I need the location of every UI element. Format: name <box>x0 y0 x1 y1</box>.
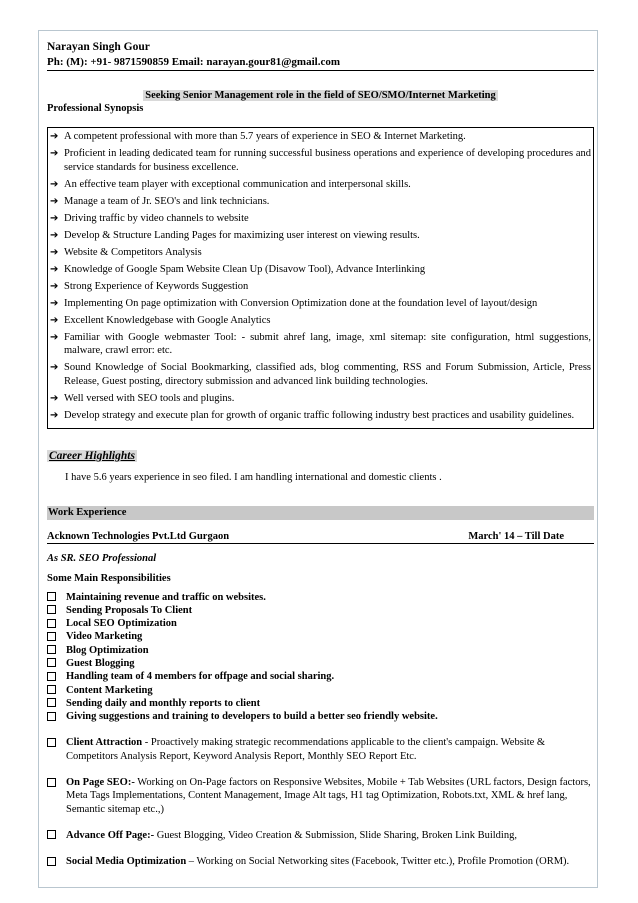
checkbox-bullet-icon <box>47 712 56 721</box>
checkbox-bullet-icon <box>47 778 56 787</box>
work-detail-label: Client Attraction <box>66 737 143 749</box>
employment-date: March' 14 – Till Date <box>468 530 564 542</box>
checkbox-bullet-icon <box>47 672 56 681</box>
arrow-right-icon: ➔ <box>50 178 59 190</box>
responsibility-item <box>47 710 594 723</box>
checkbox-bullet-icon <box>47 619 56 628</box>
company-row <box>47 530 594 544</box>
synopsis-item-text: Implementing On page optimization with Conversion Optimization done at the foundation level of layout/design <box>64 297 538 309</box>
synopsis-item-text: Sound Knowledge of Social Bookmarking, classified ads, blog commenting, RSS and Forum Submission, Article, Press Release, Guest posting, directory submission and advanced link building technologies. <box>64 362 591 387</box>
synopsis-item-text: Knowledge of Google Spam Website Clean Up (Disavow Tool), Advance Interlinking <box>64 263 426 275</box>
synopsis-item <box>50 409 591 423</box>
arrow-right-icon: ➔ <box>50 229 59 241</box>
work-details <box>47 736 594 868</box>
synopsis-item <box>50 147 591 174</box>
checkbox-bullet-icon <box>47 592 56 601</box>
candidate-name: Narayan Singh Gour <box>47 41 150 53</box>
responsibility-text: Guest Blogging <box>66 657 135 669</box>
synopsis-item <box>50 178 591 192</box>
synopsis-item-text: Develop strategy and execute plan for growth of organic traffic following industry best practices and usability guidelines. <box>64 409 575 421</box>
synopsis-item <box>50 229 591 243</box>
objective-line <box>47 89 594 102</box>
synopsis-item-text: An effective team player with exceptional communication and interpersonal skills. <box>64 178 411 190</box>
job-role: As SR. SEO Professional <box>47 552 157 564</box>
checkbox-bullet-icon <box>47 632 56 641</box>
work-detail-text <box>66 776 594 816</box>
arrow-right-icon: ➔ <box>50 280 59 292</box>
checkbox-bullet-icon <box>47 698 56 707</box>
checkbox-bullet-icon <box>47 685 56 694</box>
responsibility-item <box>47 644 594 657</box>
synopsis-item-text: Manage a team of Jr. SEO's and link technicians. <box>64 195 270 207</box>
work-detail-label: On Page SEO:- <box>66 777 135 789</box>
work-detail-body: - Proactively making strategic recommendations applicable to the client's campaign. Website & Competitors Analysis Report, Keyword Analysis Report, Monthly SEO Report Etc. <box>66 737 546 762</box>
synopsis-item-text: Driving traffic by video channels to website <box>64 212 249 224</box>
work-detail-text <box>66 855 594 868</box>
synopsis-box <box>47 127 594 429</box>
career-highlights-text: I have 5.6 years experience in seo filed. I am handling international and domestic clients . <box>65 471 442 483</box>
objective-text: Seeking Senior Management role in the field of SEO/SMO/Internet Marketing <box>145 90 496 101</box>
work-detail-text <box>66 829 594 842</box>
arrow-right-icon: ➔ <box>50 314 59 326</box>
work-detail-text <box>66 736 594 763</box>
responsibility-item <box>47 697 594 710</box>
synopsis-item-text: Excellent Knowledgebase with Google Analytics <box>64 314 271 326</box>
responsibility-text: Maintaining revenue and traffic on websites. <box>66 591 266 603</box>
synopsis-item <box>50 130 591 144</box>
arrow-right-icon: ➔ <box>50 263 59 275</box>
synopsis-item-text: Well versed with SEO tools and plugins. <box>64 392 235 404</box>
synopsis-item <box>50 331 591 358</box>
responsibility-text: Content Marketing <box>66 684 153 696</box>
checkbox-bullet-icon <box>47 645 56 654</box>
synopsis-item <box>50 212 591 226</box>
responsibility-text: Handling team of 4 members for offpage and social sharing. <box>66 671 335 683</box>
work-detail-item <box>47 855 594 868</box>
synopsis-item <box>50 297 591 311</box>
synopsis-item-text: Strong Experience of Keywords Suggestion <box>64 280 249 292</box>
checkbox-bullet-icon <box>47 830 56 839</box>
company-name: Acknown Technologies Pvt.Ltd Gurgaon <box>47 530 230 542</box>
synopsis-item <box>50 195 591 209</box>
responsibility-text: Giving suggestions and training to developers to build a better seo friendly website. <box>66 711 438 723</box>
synopsis-item-text: Develop & Structure Landing Pages for maximizing user interest on viewing results. <box>64 229 420 241</box>
work-detail-body: Working on On-Page factors on Responsive Websites, Mobile + Tab Websites (URL factors, Design factors, Meta Tags Implementations, Content Management, Image Alt tags, H1 tag Optimization, Robots.txt, XML & href lang, Semantic sitemap etc.,) <box>66 777 591 815</box>
responsibilities-title: Some Main Responsibilities <box>47 572 171 584</box>
career-highlights-label: Career Highlights <box>49 449 135 462</box>
responsibility-text: Local SEO Optimization <box>66 618 177 630</box>
responsibility-item <box>47 630 594 643</box>
work-detail-label: Social Media Optimization <box>66 856 187 868</box>
synopsis-item <box>50 361 591 388</box>
responsibilities-list <box>47 591 594 724</box>
synopsis-item <box>50 392 591 406</box>
synopsis-item <box>50 280 591 294</box>
synopsis-title: Professional Synopsis <box>47 103 144 114</box>
arrow-right-icon: ➔ <box>50 131 59 142</box>
synopsis-item <box>50 314 591 328</box>
work-detail-body: – Working on Social Networking sites (Facebook, Twitter etc.), Profile Promotion (ORM). <box>186 856 570 868</box>
arrow-right-icon: ➔ <box>50 148 59 159</box>
work-detail-label: Advance Off Page:- <box>66 829 155 841</box>
work-detail-item <box>47 829 594 842</box>
synopsis-item-text: Familiar with Google webmaster Tool: - submit ahref lang, image, xml sitemap: site configuration, html suggestions, malware, crawl error: etc. <box>64 331 591 356</box>
arrow-right-icon: ➔ <box>50 331 59 343</box>
arrow-right-icon: ➔ <box>50 392 59 404</box>
arrow-right-icon: ➔ <box>50 409 59 421</box>
synopsis-item-text: A competent professional with more than 5.7 years of experience in SEO & Internet Marketing. <box>64 131 466 142</box>
arrow-right-icon: ➔ <box>50 362 59 373</box>
responsibility-item <box>47 617 594 630</box>
checkbox-bullet-icon <box>47 605 56 614</box>
checkbox-bullet-icon <box>47 658 56 667</box>
resume <box>47 40 594 869</box>
arrow-right-icon: ➔ <box>50 195 59 207</box>
synopsis-item-text: Website & Competitors Analysis <box>64 246 202 258</box>
arrow-right-icon: ➔ <box>50 246 59 258</box>
synopsis-item-text: Proficient in leading dedicated team for running successful business operations and experience of developing procedures and service standards for business excellence. <box>64 148 591 173</box>
responsibility-item <box>47 591 594 604</box>
arrow-right-icon: ➔ <box>50 297 59 309</box>
responsibility-item <box>47 684 594 697</box>
responsibility-item <box>47 657 594 670</box>
arrow-right-icon: ➔ <box>50 212 59 224</box>
work-detail-item <box>47 736 594 763</box>
work-detail-body: Guest Blogging, Video Creation & Submission, Slide Sharing, Broken Link Building, <box>154 829 517 841</box>
work-experience-title: Work Experience <box>47 506 594 520</box>
checkbox-bullet-icon <box>47 738 56 747</box>
responsibility-text: Sending Proposals To Client <box>66 604 193 616</box>
responsibility-item <box>47 604 594 617</box>
synopsis-item <box>50 263 591 277</box>
checkbox-bullet-icon <box>47 857 56 866</box>
contact-line: Ph: (M): +91- 9871590859 Email: narayan.gour81@gmail.com <box>47 55 594 71</box>
responsibility-text: Video Marketing <box>66 631 143 643</box>
career-highlights-title <box>47 449 594 463</box>
synopsis-item <box>50 246 591 260</box>
responsibility-text: Blog Optimization <box>66 644 149 656</box>
work-detail-item <box>47 776 594 816</box>
responsibility-text: Sending daily and monthly reports to client <box>66 697 261 709</box>
responsibility-item <box>47 670 594 683</box>
